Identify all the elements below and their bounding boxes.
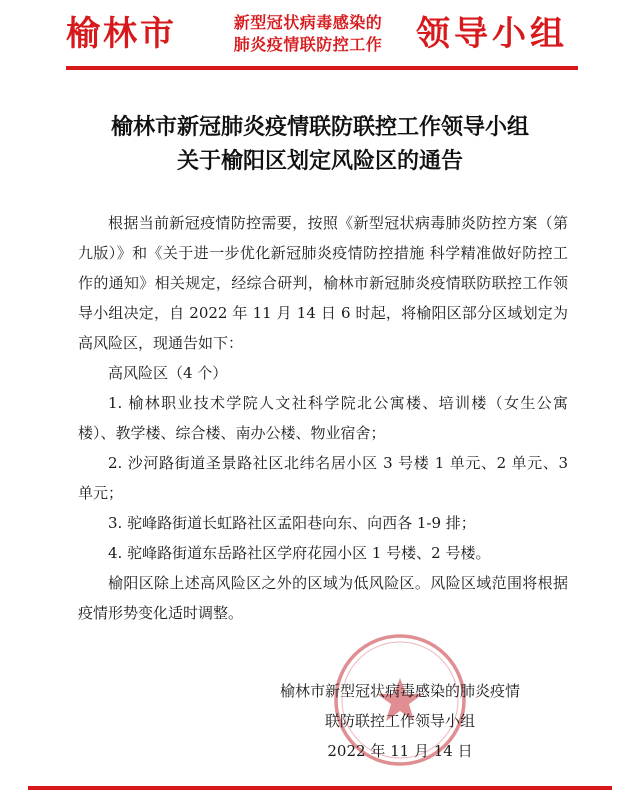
document-title-line1: 榆林市新冠肺炎疫情联防联控工作领导小组 [110,114,529,140]
letterhead [0,0,640,78]
letterhead-org-name [200,12,416,56]
footer-red-rule [28,786,612,790]
letterhead-org-line1: 新型冠状病毒感染的 [233,13,383,32]
list-item: 4. 驼峰路街道东岳路社区学府花园小区 1 号楼、2 号楼。 [108,544,491,562]
closing-paragraph: 榆阳区除上述高风险区之外的区域为低风险区。风险区域范围将根据疫情形势变化适时调整。 [78,574,568,622]
document-title-line2: 关于榆阳区划定风险区的通告 [176,148,463,174]
list-item: 2. 沙河路街道圣景路社区北纬名居小区 3 号楼 1 单元、2 单元、3 单元； [78,454,568,502]
letterhead-org-line2: 肺炎疫情联防控工作 [233,35,383,54]
signature-org-line1: 榆林市新型冠状病毒感染的肺炎疫情 [279,682,520,700]
signature-org-line2: 联防联控工作领导小组 [324,712,475,730]
high-risk-heading: 高风险区（4 个） [108,364,228,382]
list-item: 3. 驼峰路街道长虹路社区孟阳巷向东、向西各 1-9 排； [108,514,476,532]
document-body [78,208,568,628]
letterhead-red-rule [66,66,578,70]
intro-paragraph: 根据当前新冠疫情防控需要，按照《新型冠状病毒肺炎防控方案（第九版）》和《关于进一步优化新冠肺炎疫情防控措施 科学精准做好防控工作的通知》相关规定，经综合研判，榆林市新冠肺炎疫情联防联控工作领导小组决定，自 2022 年 11 月 14 日 6 时起，将榆阳区部分区域划定为高风险区，现通告如下： [78,214,568,352]
letterhead-city: 榆林市 [66,14,177,54]
document-title [40,110,600,178]
signature-date: 2022 年 11 月 14 日 [327,742,473,760]
list-item: 1. 榆林职业技术学院人文社科学院北公寓楼、培训楼（女生公寓楼）、教学楼、综合楼、南办公楼、物业宿舍； [78,394,568,442]
signature-block [230,676,570,766]
letterhead-leadership-group: 领导小组 [416,14,568,54]
